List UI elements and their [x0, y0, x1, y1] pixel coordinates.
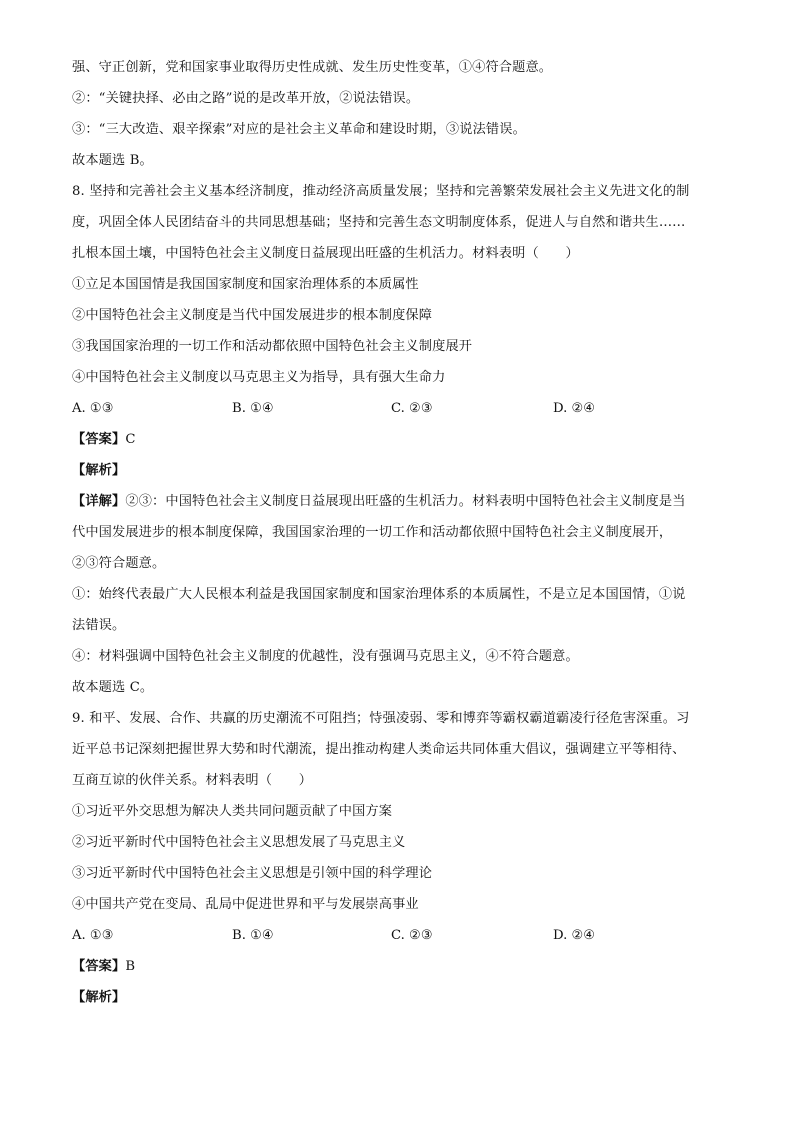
q8-answer — [72, 432, 727, 447]
q8-detail-line: ②③符合题意。 — [72, 556, 166, 571]
prev-analysis-line: 强、守正创新，党和国家事业取得历史性成就、发生历史性变革，①④符合题意。 — [72, 60, 553, 75]
q8-options — [72, 401, 727, 416]
q9-answer — [72, 959, 727, 974]
detail-text: ②③：中国特色社会主义制度日益展现出旺盛的生机活力。材料表明中国特色社会主义制度是当 — [125, 494, 686, 509]
q8-detail-line: 代中国发展进步的根本制度保障，我国国家治理的一切工作和活动都依照中国特色社会主义制度展开， — [72, 525, 673, 540]
prev-analysis-line: ②：“关键抉择、必由之路”说的是改革开放，②说法错误。 — [72, 91, 420, 106]
q9-option-a: A. ①③ — [72, 928, 114, 943]
q9-statement: ④中国共产党在变局、乱局中促进世界和平与发展崇高事业 — [72, 897, 419, 912]
q8-detail-line — [72, 494, 727, 509]
q8-statement: ③我国国家治理的一切工作和活动都依照中国特色社会主义制度展开 — [72, 339, 473, 354]
detail-label: 【详解】 — [72, 494, 126, 509]
answer-value: B — [125, 959, 136, 974]
q9-statement: ②习近平新时代中国特色社会主义思想发展了马克思主义 — [72, 835, 406, 850]
prev-conclusion: 故本题选 B。 — [72, 153, 153, 168]
q8-stem-line: 8. 坚持和完善社会主义基本经济制度，推动经济高质量发展；坚持和完善繁荣发展社会主义先进文化的制 — [72, 184, 690, 199]
q9-statement: ③习近平新时代中国特色社会主义思想是引领中国的科学理论 — [72, 866, 433, 881]
q8-option-c: C. ②③ — [391, 401, 433, 416]
q8-option-a: A. ①③ — [72, 401, 114, 416]
q8-analysis-label — [72, 463, 727, 478]
q9-analysis-label — [72, 990, 727, 1005]
q8-option-d: D. ②④ — [553, 401, 596, 416]
analysis-label: 【解析】 — [72, 463, 126, 478]
q8-statement: ①立足本国国情是我国国家制度和国家治理体系的本质属性 — [72, 277, 419, 292]
q8-detail-line: ④：材料强调中国特色社会主义制度的优越性，没有强调马克思主义，④不符合题意。 — [72, 649, 579, 664]
q8-statement: ②中国特色社会主义制度是当代中国发展进步的根本制度保障 — [72, 308, 433, 323]
q8-stem-line: 度，巩固全体人民团结奋斗的共同思想基础；坚持和完善生态文明制度体系，促进人与自然和谐共生…… — [72, 215, 686, 230]
prev-analysis-line: ③：“三大改造、艰辛探索”对应的是社会主义革命和建设时期，③说法错误。 — [72, 122, 526, 137]
answer-label: 【答案】 — [72, 432, 126, 447]
answer-value: C — [125, 432, 136, 447]
q9-option-b: B. ①④ — [232, 928, 274, 943]
document-page — [72, 60, 727, 1005]
q9-stem-line: 近平总书记深刻把握世界大势和时代潮流，提出推动构建人类命运共同体重大倡议，强调建立平等相待、 — [72, 742, 686, 757]
q8-stem-line: 扎根本国土壤，中国特色社会主义制度日益展现出旺盛的生机活力。材料表明（ ） — [72, 246, 579, 261]
q9-option-d: D. ②④ — [553, 928, 596, 943]
q9-stem-line: 互商互谅的伙伴关系。材料表明（ ） — [72, 773, 313, 788]
q8-option-b: B. ①④ — [232, 401, 274, 416]
analysis-label: 【解析】 — [72, 990, 126, 1005]
q8-conclusion: 故本题选 C。 — [72, 680, 154, 695]
q8-detail-line: 法错误。 — [72, 618, 126, 633]
q9-option-c: C. ②③ — [391, 928, 433, 943]
q9-options — [72, 928, 727, 943]
q9-statement: ①习近平外交思想为解决人类共同问题贡献了中国方案 — [72, 804, 393, 819]
q8-detail-line: ①：始终代表最广大人民根本利益是我国国家制度和国家治理体系的本质属性，不是立足本国国情，①说 — [72, 587, 686, 602]
q9-stem-line: 9. 和平、发展、合作、共赢的历史潮流不可阻挡；恃强凌弱、零和博弈等霸权霸道霸凌行径危害深重。习 — [72, 711, 690, 726]
answer-label: 【答案】 — [72, 959, 126, 974]
q8-statement: ④中国特色社会主义制度以马克思主义为指导，具有强大生命力 — [72, 370, 446, 385]
